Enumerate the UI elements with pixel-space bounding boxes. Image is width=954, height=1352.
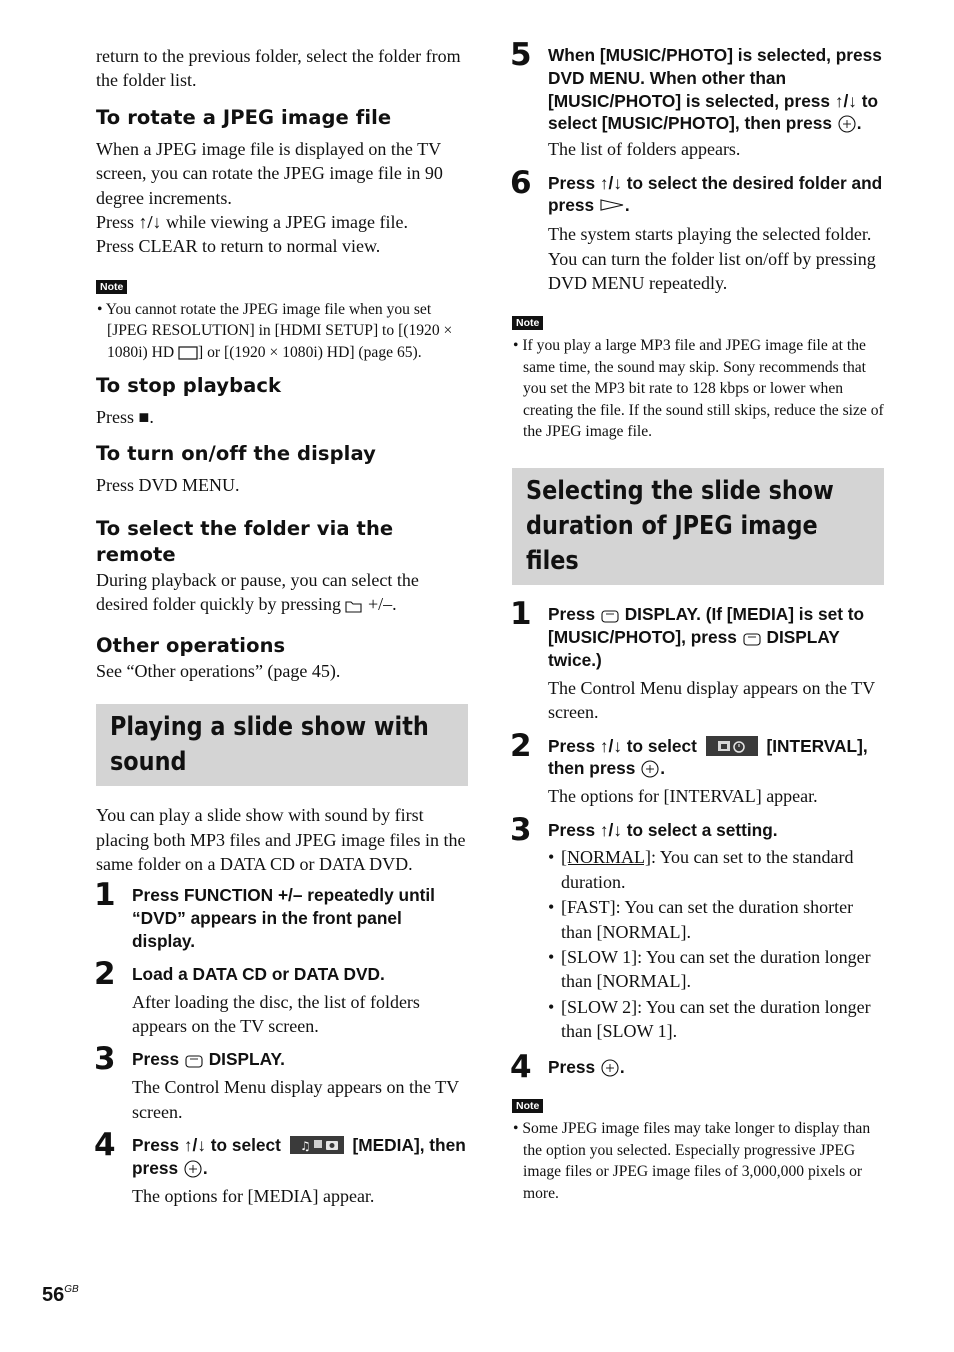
step-number: 4: [94, 1126, 116, 1163]
other-heading: Other operations: [96, 633, 286, 657]
note-text: • If you play a large MP3 file and JPEG image file at the same time, the sound may skip. Sony recommends that you set the MP3 bit rate to 128 kbps or lower when creating the file. If the sound still skips, reduce the size of the JPEG image file.: [513, 337, 884, 441]
option-key: [SLOW 2]: [561, 996, 638, 1017]
step-1: [94, 877, 468, 952]
right-column: [510, 37, 884, 1204]
step-6: [510, 164, 884, 296]
display-button-icon: [600, 609, 620, 623]
step-number: 3: [94, 1041, 116, 1078]
step-title: Press ↑/↓ to select ♫ [MEDIA], then press .: [132, 1134, 466, 1178]
other-text: See “Other operations” (page 45).: [96, 660, 341, 681]
note-label: Note: [512, 316, 543, 330]
enter-button-icon: [183, 1159, 203, 1179]
left-column: [96, 44, 468, 1208]
up-down-arrows-icon: ↑/↓: [599, 819, 622, 840]
folder-text: During playback or pause, you can select the desired folder quickly by pressing +/–.: [96, 569, 419, 615]
option-key: [FAST]: [561, 897, 616, 918]
folder-icon: [345, 599, 363, 613]
display-button-icon: [742, 632, 762, 646]
enter-button-icon: [600, 1058, 620, 1078]
note-label: Note: [512, 1099, 543, 1113]
step-title: Press ↑/↓ to select a setting.: [548, 819, 778, 840]
interval-menu-icon: [706, 736, 758, 756]
list-item: • [SLOW 2]: You can set the duration longer than [SLOW 1].: [548, 995, 884, 1044]
folder-heading: To select the folder via the remote: [96, 516, 394, 566]
step-number: 4: [510, 1048, 532, 1085]
step-title: Press DISPLAY.: [132, 1049, 285, 1070]
list-item: • [FAST]: You can set the duration shorter than [NORMAL].: [548, 895, 884, 944]
up-down-arrows-icon: ↑/↓: [834, 90, 857, 111]
note-text: • You cannot rotate the JPEG image file when you set [JPEG RESOLUTION] in [HDMI SETUP] to [(1920 × 1080i) HD ] or [(1920 × 1080i) HD] (page 65).: [97, 300, 453, 361]
step-1: [510, 596, 884, 724]
step-desc: The options for [INTERVAL] appear.: [548, 786, 818, 807]
step-desc: The system starts playing the selected folder.: [548, 224, 872, 245]
rotate-press-text: Press ↑/↓ while viewing a JPEG image file.: [96, 212, 408, 233]
play-button-icon: [599, 198, 625, 212]
option-key: [SLOW 1]: [561, 947, 638, 968]
rotate-heading: To rotate a JPEG image file: [96, 105, 392, 129]
stop-text: Press ■.: [96, 407, 154, 428]
display-heading: To turn on/off the display: [96, 442, 376, 466]
options-list: [548, 845, 884, 1043]
step-3: [510, 811, 884, 1044]
step-2: [510, 727, 884, 809]
step-number: 3: [510, 811, 532, 848]
step-4: [510, 1048, 884, 1085]
step-5: [510, 37, 884, 162]
up-down-arrows-icon: ↑/↓: [138, 212, 162, 233]
step-3: [94, 1041, 468, 1124]
up-down-arrows-icon: ↑/↓: [183, 1134, 206, 1155]
section-header-duration: [512, 468, 884, 585]
display-text: Press DVD MENU.: [96, 475, 240, 496]
step-title: Press ↑/↓ to select [INTERVAL], then press .: [548, 735, 868, 779]
rotate-text: When a JPEG image file is displayed on the TV screen, you can rotate the JPEG image file in 90 degree increments.: [96, 138, 443, 208]
display-button-icon: [184, 1054, 204, 1068]
media-menu-icon: [290, 1136, 344, 1154]
step-number: 1: [94, 877, 116, 914]
step-desc: The Control Menu display appears on the TV screen.: [132, 1077, 459, 1122]
section-header-slideshow: [96, 704, 468, 786]
section-title: Selecting the slide show duration of JPEG image files: [526, 476, 834, 577]
step-desc: You can turn the folder list on/off by pressing DVD MENU repeatedly.: [548, 248, 876, 293]
step-desc: The list of folders appears.: [548, 139, 741, 160]
section-title: Playing a slide show with sound: [110, 712, 429, 778]
widescreen-icon: [178, 346, 198, 360]
page-number: $56^{GB}$: [42, 1284, 79, 1306]
list-item: • [SLOW 1]: You can set the duration longer than [NORMAL].: [548, 945, 884, 994]
stop-heading: To stop playback: [96, 374, 282, 398]
up-down-arrows-icon: ↑/↓: [599, 735, 622, 756]
step-title: Load a DATA CD or DATA DVD.: [132, 963, 385, 984]
enter-button-icon: [837, 114, 857, 134]
option-key: [NORMAL]: [561, 847, 651, 868]
step-number: 2: [94, 955, 116, 992]
step-number: 6: [510, 164, 532, 201]
step-title: When [MUSIC/PHOTO] is selected, press DVD MENU. When other than [MUSIC/PHOTO] is selected, press ↑/↓ to select [MUSIC/PHOTO], then press .: [548, 45, 882, 134]
list-item: • [NORMAL]: You can set to the standard duration.: [548, 845, 884, 894]
intro-text: return to the previous folder, select the folder from the folder list.: [96, 46, 461, 91]
up-down-arrows-icon: ↑/↓: [599, 172, 622, 193]
step-desc: The Control Menu display appears on the TV screen.: [548, 677, 875, 723]
note-block: [512, 313, 884, 442]
note-block: [512, 1096, 884, 1204]
svg-text:♫: ♫: [299, 1138, 311, 1153]
step-number: 1: [510, 596, 532, 633]
section-intro: You can play a slide show with sound by first placing both MP3 files and JPEG image files in the same folder on a DATA CD or DATA DVD.: [96, 805, 466, 874]
step-desc: The options for [MEDIA] appear.: [132, 1185, 375, 1206]
step-title: Press FUNCTION +/– repeatedly until “DVD” appears in the front panel display.: [132, 885, 435, 951]
enter-button-icon: [640, 759, 660, 779]
note-label: Note: [96, 280, 127, 294]
note-block: [96, 277, 468, 363]
step-title: Press .: [548, 1056, 625, 1077]
step-title: Press DISPLAY. (If [MEDIA] is set to [MUSIC/PHOTO], press DISPLAY twice.): [548, 604, 865, 671]
rotate-clear-text: Press CLEAR to return to normal view.: [96, 236, 381, 257]
step-title: Press ↑/↓ to select the desired folder and press .: [548, 172, 883, 216]
step-number: 2: [510, 727, 532, 764]
step-desc: After loading the disc, the list of folders appears on the TV screen.: [132, 991, 420, 1036]
step-number: 5: [510, 37, 532, 73]
note-text: • Some JPEG image files may take longer to display than the option you selected. Especially progressive JPEG image files or JPEG image files of 3,000,000 pixels or more.: [513, 1120, 871, 1202]
step-4: [94, 1126, 468, 1208]
stop-icon: ■: [138, 407, 150, 428]
step-2: [94, 955, 468, 1039]
